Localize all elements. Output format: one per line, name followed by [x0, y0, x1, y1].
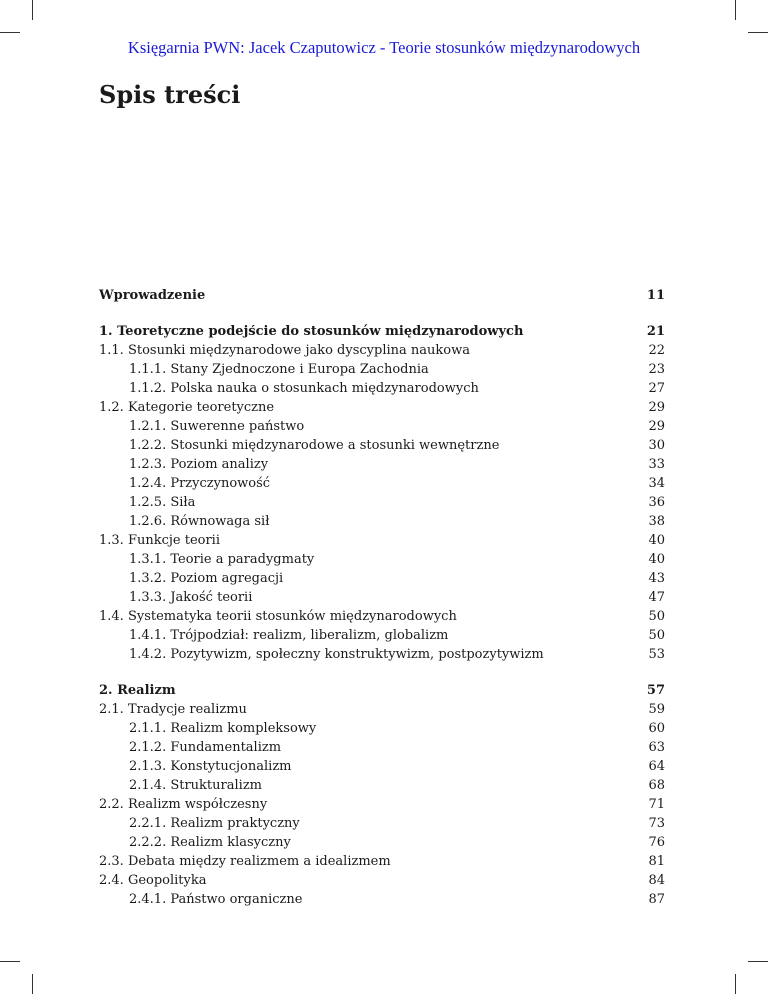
toc-entry-title: 1.3.1. Teorie a paradygmaty [129, 552, 315, 567]
toc-entry-title: 1.3.3. Jakość teorii [129, 590, 253, 605]
toc-section-gap [99, 664, 665, 681]
toc-entry-title: 1.2. Kategorie teoretyczne [99, 400, 275, 415]
crop-mark-bottom-left-v [32, 974, 33, 994]
crop-mark-bottom-right-v [735, 974, 736, 994]
crop-mark-bottom-left-h [0, 961, 20, 962]
toc-entry-page: 50 [648, 628, 665, 643]
toc-entry-title: 1.2.2. Stosunki międzynarodowe a stosunki wewnętrzne [129, 438, 500, 453]
toc-entry-title: 2.1.2. Fundamentalizm [129, 740, 282, 755]
toc-entry-page: 73 [648, 816, 665, 831]
toc-entry-page: 38 [648, 514, 665, 529]
toc-entry[interactable] [99, 607, 665, 626]
toc-entry-page: 53 [648, 647, 665, 662]
crop-mark-top-left-v [32, 0, 33, 20]
toc-entry-page: 47 [648, 590, 665, 605]
page-title: Spis treści [99, 80, 241, 109]
toc-entry-title: 2.3. Debata między realizmem a idealizmem [99, 854, 391, 869]
toc-entry[interactable] [99, 455, 665, 474]
toc-entry[interactable] [99, 341, 665, 360]
toc-entry-page: 33 [648, 457, 665, 472]
toc-entry-title: 1.3. Funkcje teorii [99, 533, 220, 548]
toc-entry-page: 50 [648, 609, 665, 624]
toc-entry-title: 1. Teoretyczne podejście do stosunków międzynarodowych [99, 324, 524, 339]
toc-entry-page: 34 [648, 476, 665, 491]
toc-entry-page: 29 [648, 419, 665, 434]
toc-entry[interactable] [99, 626, 665, 645]
toc-entry[interactable] [99, 738, 665, 757]
toc-entry[interactable] [99, 890, 665, 909]
toc-entry[interactable] [99, 719, 665, 738]
toc-entry-page: 71 [648, 797, 665, 812]
toc-entry-title: 2. Realizm [99, 683, 176, 698]
toc-entry-page: 60 [648, 721, 665, 736]
toc-entry-title: 1.4. Systematyka teorii stosunków międzynarodowych [99, 609, 457, 624]
toc-entry-title: 2.4. Geopolityka [99, 873, 207, 888]
toc-entry-page: 23 [648, 362, 665, 377]
toc-entry-page: 59 [648, 702, 665, 717]
toc-entry-title: 2.1.4. Strukturalizm [129, 778, 262, 793]
toc-entry-page: 68 [648, 778, 665, 793]
toc-entry[interactable] [99, 776, 665, 795]
toc-entry-page: 81 [648, 854, 665, 869]
toc-entry-page: 27 [648, 381, 665, 396]
crop-mark-top-right-h [748, 32, 768, 33]
toc-entry-page: 64 [648, 759, 665, 774]
toc-entry[interactable] [99, 379, 665, 398]
crop-mark-top-right-v [735, 0, 736, 20]
toc-entry-title: 2.2.2. Realizm klasyczny [129, 835, 291, 850]
toc-entry-title: 1.2.3. Poziom analizy [129, 457, 269, 472]
toc-entry-title: 1.2.4. Przyczynowość [129, 476, 271, 491]
toc-entry-title: 1.1.1. Stany Zjednoczone i Europa Zachodnia [129, 362, 429, 377]
toc-entry-title: 2.2.1. Realizm praktyczny [129, 816, 300, 831]
toc-entry[interactable] [99, 795, 665, 814]
toc-entry-title: 1.3.2. Poziom agregacji [129, 571, 284, 586]
toc-entry-title: 2.1.1. Realizm kompleksowy [129, 721, 317, 736]
toc-entry[interactable] [99, 681, 665, 700]
toc-entry[interactable] [99, 833, 665, 852]
toc-entry-page: 29 [648, 400, 665, 415]
toc-entry[interactable] [99, 757, 665, 776]
toc-entry-page: 57 [646, 683, 665, 698]
toc-entry-page: 63 [648, 740, 665, 755]
toc-entry[interactable] [99, 645, 665, 664]
toc-entry[interactable] [99, 398, 665, 417]
toc-entry-title: 1.2.1. Suwerenne państwo [129, 419, 305, 434]
toc-entry[interactable] [99, 871, 665, 890]
toc-entry[interactable] [99, 360, 665, 379]
toc-entry[interactable] [99, 417, 665, 436]
toc-entry-page: 36 [648, 495, 665, 510]
toc-entry[interactable] [99, 474, 665, 493]
toc-entry[interactable] [99, 588, 665, 607]
toc-entry[interactable] [99, 322, 665, 341]
toc-entry[interactable] [99, 436, 665, 455]
toc-entry-title: 1.2.5. Siła [129, 495, 196, 510]
toc-entry-title: Wprowadzenie [99, 288, 206, 303]
toc-entry-page: 40 [648, 552, 665, 567]
toc-entry[interactable] [99, 700, 665, 719]
toc-entry-page: 11 [646, 288, 665, 303]
toc-entry[interactable] [99, 493, 665, 512]
toc-entry-title: 2.4.1. Państwo organiczne [129, 892, 303, 907]
toc-entry-title: 2.2. Realizm współczesny [99, 797, 268, 812]
toc-entry[interactable] [99, 550, 665, 569]
toc-entry-page: 76 [648, 835, 665, 850]
toc-entry-title: 2.1.3. Konstytucjonalizm [129, 759, 292, 774]
table-of-contents [99, 286, 665, 909]
toc-entry-title: 1.4.1. Trójpodział: realizm, liberalizm, globalizm [129, 628, 449, 643]
toc-entry-page: 40 [648, 533, 665, 548]
toc-entry-title: 2.1. Tradycje realizmu [99, 702, 247, 717]
toc-entry-title: 1.1.2. Polska nauka o stosunkach międzynarodowych [129, 381, 479, 396]
toc-entry-title: 1.1. Stosunki międzynarodowe jako dyscyplina naukowa [99, 343, 470, 358]
toc-entry-page: 21 [646, 324, 665, 339]
toc-entry[interactable] [99, 531, 665, 550]
toc-entry[interactable] [99, 814, 665, 833]
toc-entry-page: 84 [648, 873, 665, 888]
toc-entry[interactable] [99, 852, 665, 871]
crop-mark-bottom-right-h [748, 961, 768, 962]
toc-entry-page: 30 [648, 438, 665, 453]
crop-mark-top-left-h [0, 32, 20, 33]
toc-entry[interactable] [99, 512, 665, 531]
toc-entry-page: 43 [648, 571, 665, 586]
page-header: Księgarnia PWN: Jacek Czaputowicz - Teorie stosunków międzynarodowych [127, 38, 641, 57]
toc-section-gap [99, 305, 665, 322]
toc-entry-title: 1.4.2. Pozytywizm, społeczny konstruktywizm, postpozytywizm [129, 647, 544, 662]
toc-entry[interactable] [99, 569, 665, 588]
toc-entry-page: 87 [648, 892, 665, 907]
toc-entry-page: 22 [648, 343, 665, 358]
toc-entry[interactable] [99, 286, 665, 305]
toc-entry-title: 1.2.6. Równowaga sił [129, 514, 270, 529]
